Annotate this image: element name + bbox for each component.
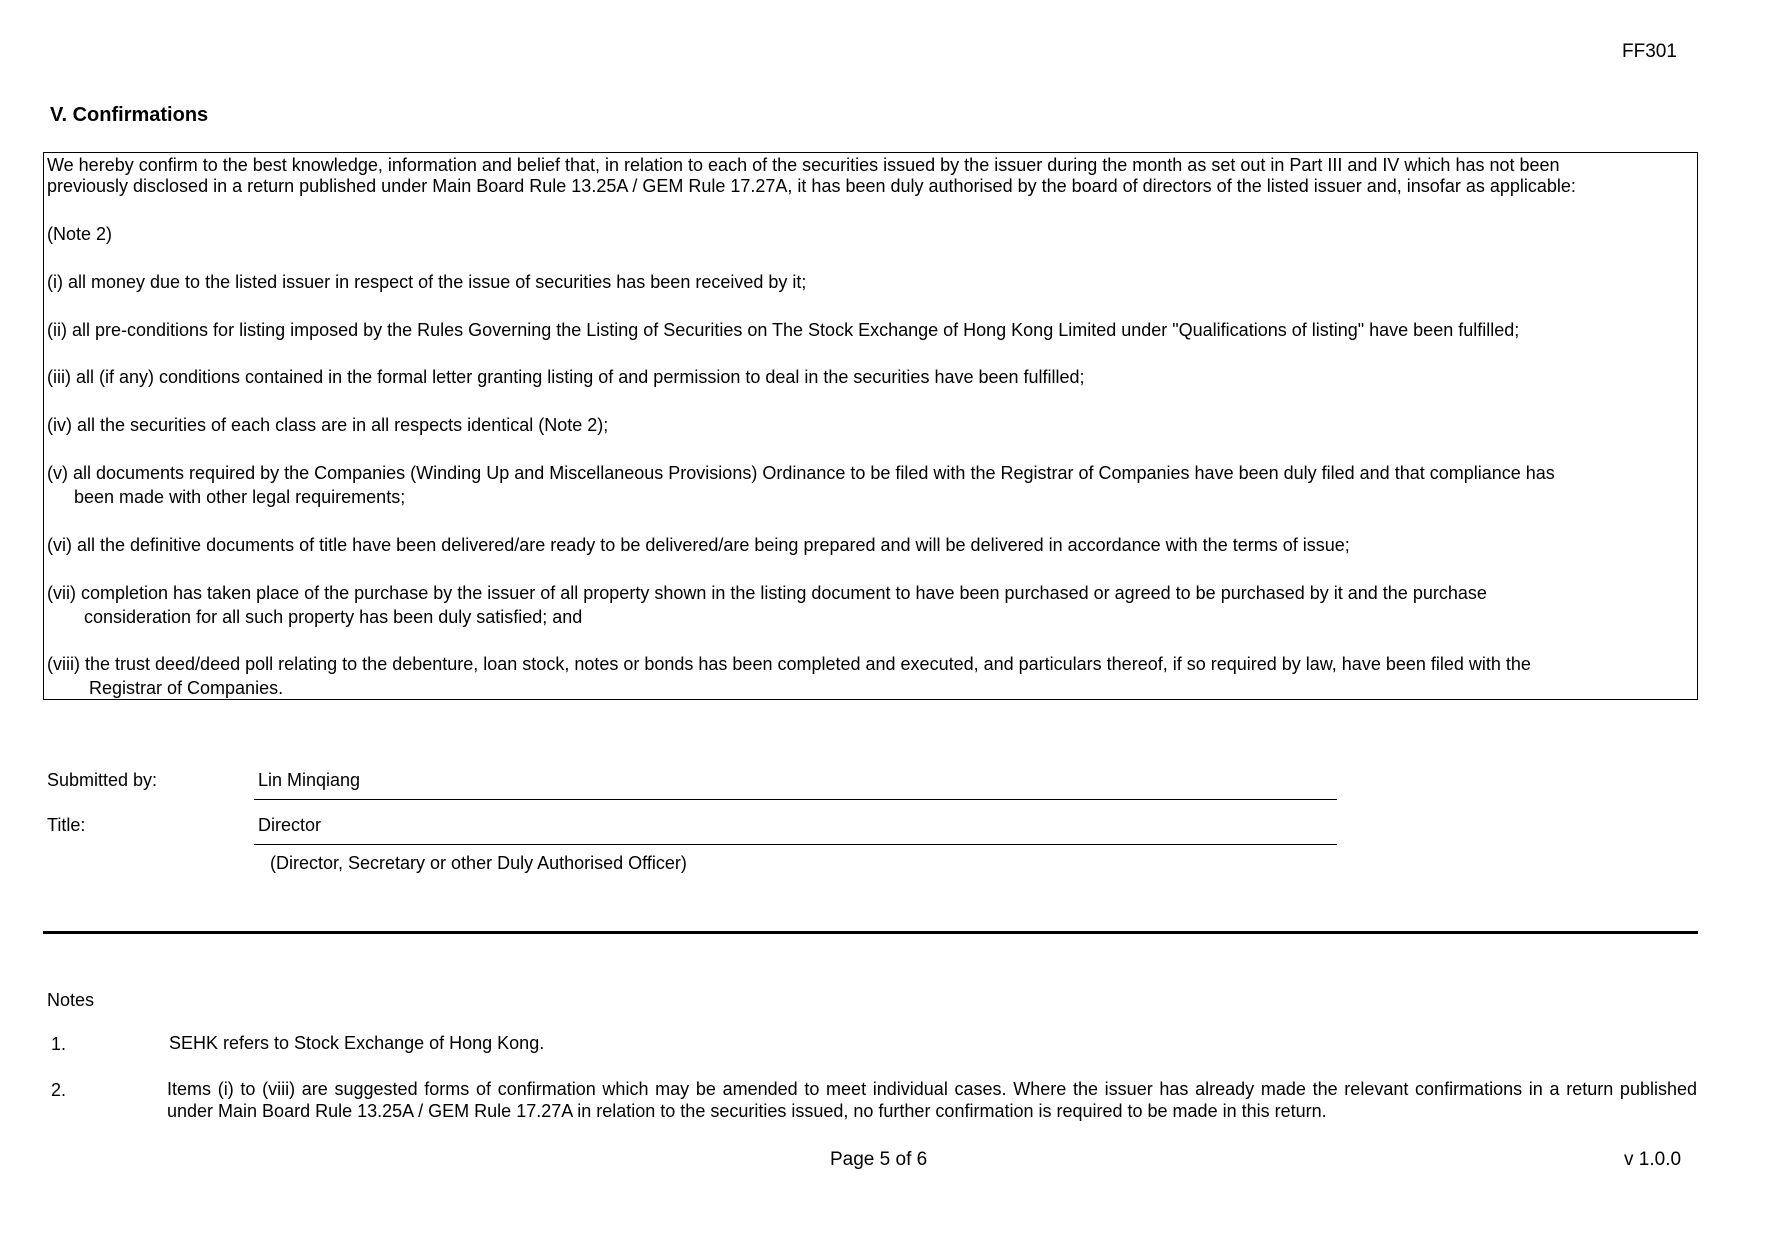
title-value: Director xyxy=(258,815,322,835)
confirmation-item-vi: (vi) all the definitive documents of title have been delivered/are ready to be delivered/are being prepared and will be delivered in accordance with the terms of issue; xyxy=(47,535,1350,555)
notes-heading: Notes xyxy=(47,990,95,1010)
submitted-by-underline xyxy=(254,799,1337,800)
note-reference: (Note 2) xyxy=(47,224,113,244)
confirmation-item-iv: (iv) all the securities of each class are in all respects identical (Note 2); xyxy=(47,415,609,435)
submitted-by-value: Lin Minqiang xyxy=(258,770,361,790)
confirmation-item-vii-line-1: (vii) completion has taken place of the purchase by the issuer of all property shown in the listing document to have been purchased or agreed to be purchased by it and the purchase xyxy=(47,583,1487,603)
section-title: V. Confirmations xyxy=(50,104,209,126)
intro-line-1: We hereby confirm to the best knowledge, information and belief that, in relation to each of the securities issued by the issuer during the month as set out in Part III and IV which has not been xyxy=(47,155,1560,175)
confirmation-item-v-line-1: (v) all documents required by the Companies (Winding Up and Miscellaneous Provisions) Ordinance to be filed with the Registrar of Companies have been duly filed and that compliance has xyxy=(47,463,1555,483)
section-divider xyxy=(43,931,1698,934)
note-1-number: 1. xyxy=(51,1034,67,1054)
confirmation-item-viii-line-2: Registrar of Companies. xyxy=(89,678,284,698)
note-2-text: Items (i) to (viii) are suggested forms of confirmation which may be amended to meet individual cases. Where the issuer has already made the relevant confirmations in a return published under Main Board Rule 13.25A / GEM Rule 17.27A in relation to the securities issued, no further confirmation is required to be made in this return. xyxy=(167,1079,1697,1121)
confirmation-item-viii-line-1: (viii) the trust deed/deed poll relating to the debenture, loan stock, notes or bonds has been completed and executed, and particulars thereof, if so required by law, have been filed with the xyxy=(47,654,1531,674)
confirmation-item-vii-line-2: consideration for all such property has been duly satisfied; and xyxy=(84,607,583,627)
version-label: v 1.0.0 xyxy=(1624,1149,1682,1170)
intro-line-2: previously disclosed in a return published under Main Board Rule 13.25A / GEM Rule 17.27A, it has been duly authorised by the board of directors of the listed issuer and, insofar as applicable: xyxy=(47,176,1576,196)
title-label: Title: xyxy=(47,815,86,835)
page-number: Page 5 of 6 xyxy=(830,1149,928,1170)
title-hint: (Director, Secretary or other Duly Authorised Officer) xyxy=(270,853,687,873)
confirmation-item-iii: (iii) all (if any) conditions contained in the formal letter granting listing of and permission to deal in the securities have been fulfilled; xyxy=(47,367,1085,387)
confirmation-item-i: (i) all money due to the listed issuer in respect of the issue of securities has been received by it; xyxy=(47,272,807,292)
form-code: FF301 xyxy=(1622,41,1677,62)
confirmations-box xyxy=(43,152,1698,700)
submitted-by-label: Submitted by: xyxy=(47,770,158,790)
confirmation-item-ii: (ii) all pre-conditions for listing imposed by the Rules Governing the Listing of Securities on The Stock Exchange of Hong Kong Limited under "Qualifications of listing" have been fulfilled; xyxy=(47,320,1520,340)
title-underline xyxy=(254,844,1337,845)
confirmation-item-v-line-2: been made with other legal requirements; xyxy=(74,487,406,507)
note-1-text: SEHK refers to Stock Exchange of Hong Kong. xyxy=(169,1033,545,1053)
note-2-number: 2. xyxy=(51,1080,67,1100)
